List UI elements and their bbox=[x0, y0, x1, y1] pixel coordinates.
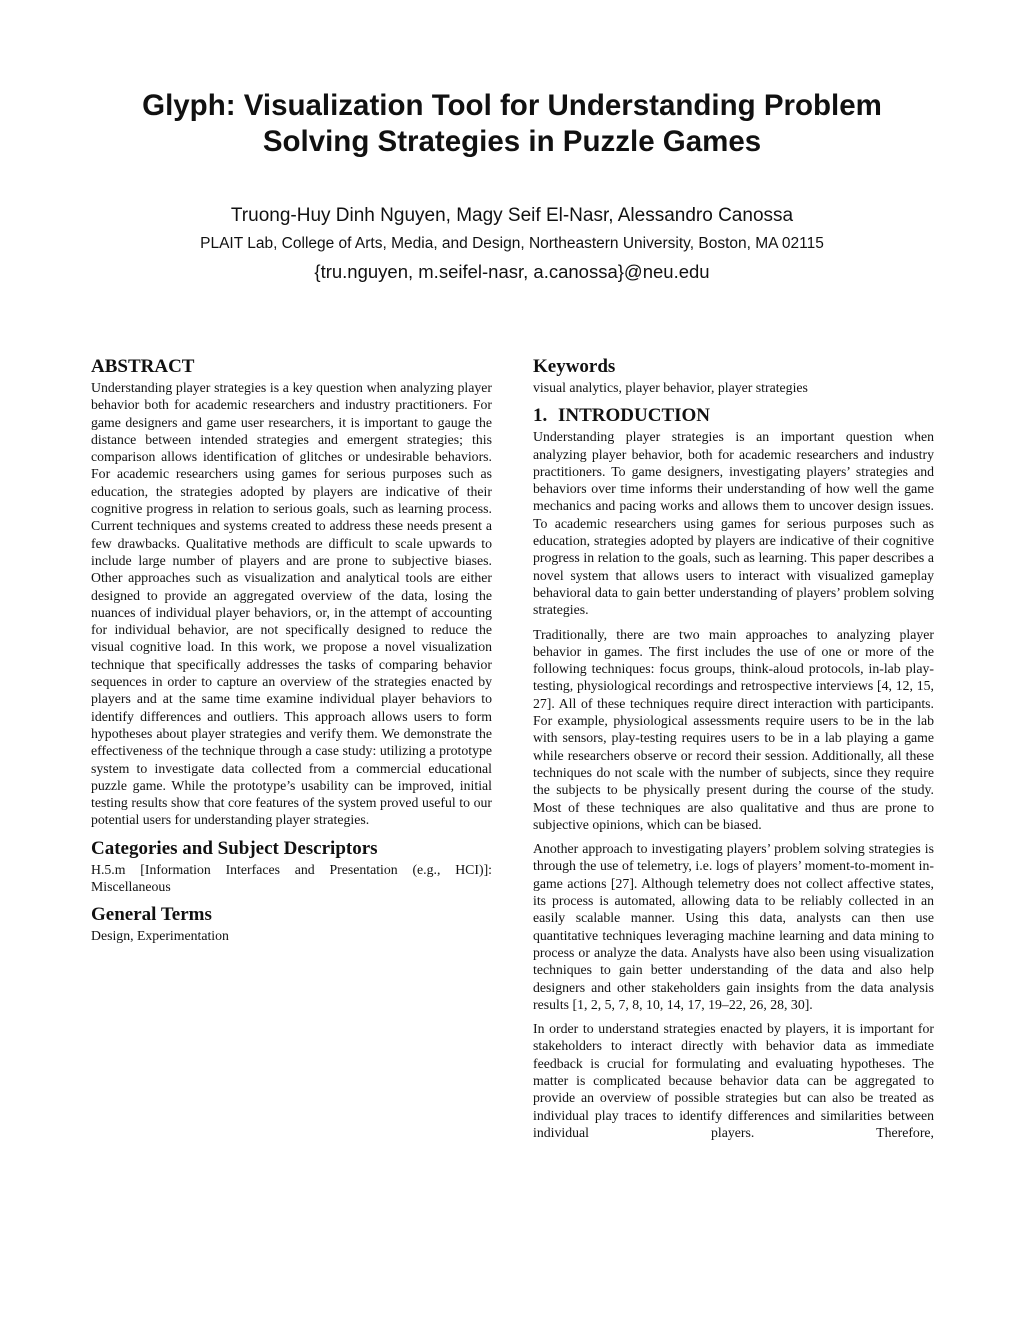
introduction-section-number: 1. bbox=[533, 405, 548, 427]
introduction-paragraph-1: Understanding player strategies is an important question when analyzing player behavior, both for academic researchers and industry practitioners. To game designers, investigating players’ strategies and behaviors over time informs their understanding of how well the game mechanics and pacing works and allows them to uncover design issues. To academic researchers using games for serious purposes such as education, strategies adopted by players are indicative of their cognitive progress in relation to the goals, such as learning. This paper describes a novel system that allows users to interact with visualized gameplay behavioral data to gain better understanding of players’ problem solving strategies. bbox=[533, 429, 934, 618]
categories-text: H.5.m [Information Interfaces and Presentation (e.g., HCI)]: Miscellaneous bbox=[91, 861, 492, 895]
introduction-heading bbox=[533, 405, 934, 427]
keywords-heading: Keywords bbox=[533, 356, 616, 377]
introduction-paragraph-3: Another approach to investigating players’ problem solving strategies is through the use of telemetry, i.e. logs of players’ moment-to-moment in-game actions [27]. Although telemetry does not collect affective states, its process is automated, allowing data to be reliably collected in an easily scalable manner. Using this data, analysts can then use quantitative techniques leveraging machine learning and data mining to process or analyze the data. Analysts have also been using visualization techniques to gain better understanding of the data and also help designers and other stakeholders gain insights from the data analysis results [1, 2, 5, 7, 8, 10, 14, 17, 19–22, 26, 28, 30]. bbox=[533, 841, 934, 1012]
paper-title bbox=[60, 88, 964, 160]
author-emails: {tru.nguyen, m.seifel-nasr, a.canossa}@neu.edu bbox=[314, 261, 710, 282]
introduction-paragraph-2: Traditionally, there are two main approaches to analyzing player behavior in games. The first includes the use of one or more of the following techniques: focus groups, think-aloud protocols, in-lab play-testing, physiological recordings and retrospective interviews [4, 12, 15, 27]. All of these techniques require direct interaction with participants. For example, physiological assessments require users to be in the lab with sensors, play-testing requires users to be in a lab playing a game while researchers observe or record their session. Additionally, all these techniques do not scale with the number of subjects, since they require the subjects to be physically present during the course of the study. Most of these techniques are also qualitative and thus are prone to subjective opinions, which can be biased. bbox=[533, 626, 934, 832]
general-terms-heading: General Terms bbox=[91, 904, 212, 926]
keywords-text: visual analytics, player behavior, player strategies bbox=[533, 380, 808, 395]
introduction-paragraph-4: In order to understand strategies enacted by players, it is important for stakeholders to interact directly with behavior data as immediate feedback is crucial for formulating and evaluating hypotheses. The matter is complicated because behavior data can be aggregated to provide an overview of possible strategies but can also be treated as individual play traces to identify differences and similarities between individual players. Therefore, bbox=[533, 1021, 934, 1140]
abstract-heading: ABSTRACT bbox=[91, 356, 195, 377]
paper-title-line-2: Solving Strategies in Puzzle Games bbox=[262, 125, 762, 158]
left-column bbox=[91, 356, 492, 945]
paper-title-line-1: Glyph: Visualization Tool for Understanding Problem bbox=[142, 89, 882, 122]
right-column bbox=[533, 356, 934, 1141]
general-terms-text: Design, Experimentation bbox=[91, 928, 229, 944]
author-list: Truong-Huy Dinh Nguyen, Magy Seif El-Nasr, Alessandro Canossa bbox=[230, 205, 794, 226]
introduction-heading-label: INTRODUCTION bbox=[558, 405, 711, 427]
categories-heading: Categories and Subject Descriptors bbox=[91, 837, 378, 859]
abstract-text: Understanding player strategies is a key question when analyzing player behavior both for academic researchers and industry practitioners. For game designers and game user researchers, it is important to gauge the distance between intended strategies and emergent strategies; this comparison allows identification of glitches or undesirable behaviors. For academic researchers using games for serious purposes such as education, the strategies adopted by players are indicative of their cognitive progress in relation to serious goals, such as learning process. Current techniques and systems created to address these needs present a few drawbacks. Qualitative methods are difficult to scale upwards to include large number of players and are prone to subjective biases. Other approaches such as visualization and analytical tools are either designed to provide an aggregated overview of the data, losing the nuances of individual player behaviors, or, in the attempt of accounting for individual behavior, are not specifically designed to reduce the visual cognitive load. In this work, we propose a novel visualization technique that specifically addresses the tasks of comparing behavior sequences in order to capture an overview of the strategies enacted by players and at the same time examine individual player behaviors to identify differences and outliers. This approach allows users to form hypotheses about player strategies and verify them. We demonstrate the effectiveness of the technique through a case study: utilizing a prototype system to investigate data collected from a commercial educational puzzle game. While the prototype’s usability can be improved, initial testing results show that core features of the system proved useful to our potential users for understanding player strategies. bbox=[91, 380, 492, 828]
author-affiliation: PLAIT Lab, College of Arts, Media, and Design, Northeastern University, Boston, MA 02115 bbox=[200, 235, 824, 252]
